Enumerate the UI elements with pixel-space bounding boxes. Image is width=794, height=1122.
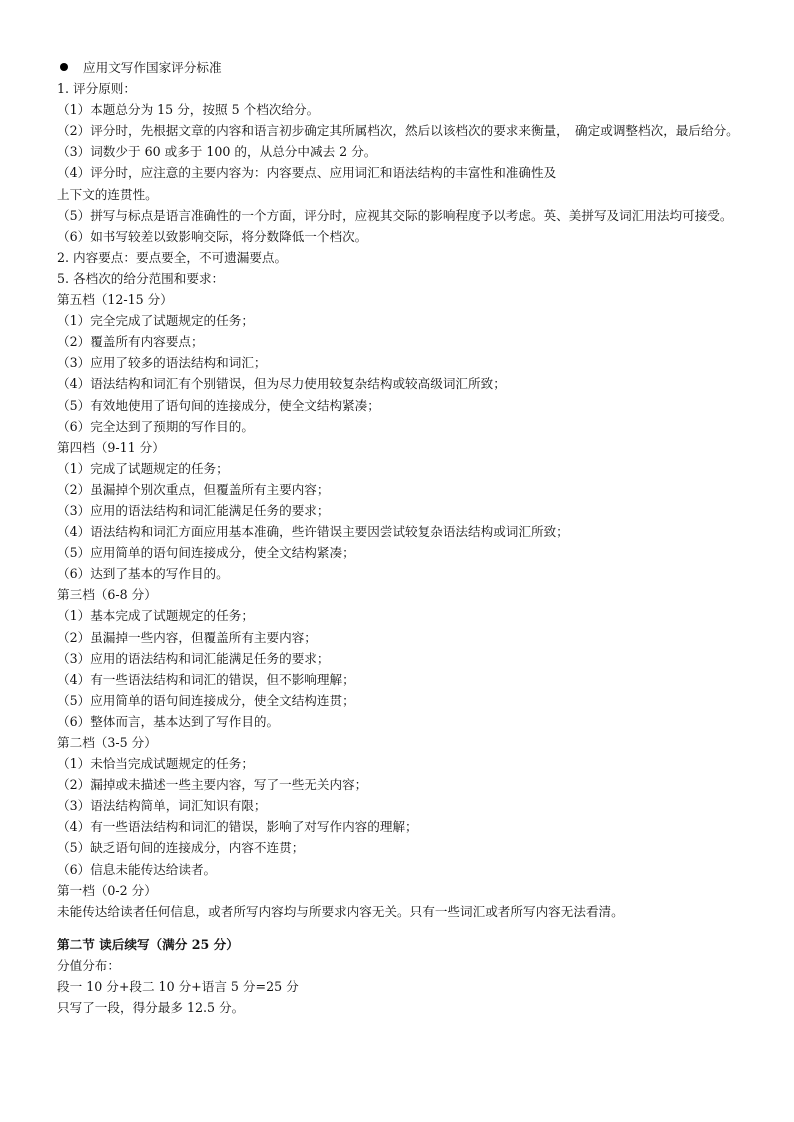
grade-item: （1）完成了试题规定的任务； [57,460,229,476]
grade-heading: 第四档（9-11 分） [57,439,165,455]
grade-item: （3）应用的语法结构和词汇能满足任务的要求； [57,502,330,518]
principle-item: （3）词数少于 60 或多于 100 的，从总分中减去 2 分。 [57,144,377,160]
grade-item: （4）有一些语法结构和词汇的错误，但不影响理解； [57,671,355,687]
bullet-icon [60,63,68,71]
grade-item: （2）虽漏掉个别次重点，但覆盖所有主要内容； [57,481,330,497]
section2-line: 段一 10 分+段二 10 分+语言 5 分=25 分 [57,979,299,995]
grade-item: （2）覆盖所有内容要点； [57,334,204,350]
grade-item: （5）应用简单的语句间连接成分，使全文结构紧凑； [57,545,355,561]
principle-item: （6）如书写较差以致影响交际，将分数降低一个档次。 [57,228,368,244]
grade-item: （1）完全完成了试题规定的任务； [57,313,254,329]
section-heading: 1. 评分原则： [57,81,136,97]
grade-item: （3）应用了较多的语法结构和词汇； [57,355,267,371]
grade-item: （1）基本完成了试题规定的任务； [57,608,254,624]
grade-item: （5）缺乏语句间的连接成分，内容不连贯； [57,840,305,856]
grade-item: （2）虽漏掉一些内容，但覆盖所有主要内容； [57,629,317,645]
doc-title [57,57,747,78]
section-heading: 5. 各档次的给分范围和要求： [57,270,225,286]
section-spacer [57,922,747,934]
principle-item: （1）本题总分为 15 分，按照 5 个档次给分。 [57,102,320,118]
grade-item: （4）语法结构和词汇有个别错误，但为尽力使用较复杂结构或较高级词汇所致； [57,376,506,392]
grade-item: （4）语法结构和词汇方面应用基本准确，些许错误主要因尝试较复杂语法结构或词汇所致； [57,524,569,540]
section2-line: 分值分布： [57,957,120,973]
grade-item: （6）整体而言，基本达到了写作目的。 [57,713,280,729]
grade-item: （3）应用的语法结构和词汇能满足任务的要求； [57,650,330,666]
grade-item: （4）有一些语法结构和词汇的错误，影响了对写作内容的理解； [57,819,418,835]
grade-item: （5）有效地使用了语句间的连接成分，使全文结构紧凑； [57,397,380,413]
grade-item: （5）应用简单的语句间连接成分，使全文结构连贯； [57,692,355,708]
principle-item: （2）评分时，先根据文章的内容和语言初步确定其所属档次，然后以该档次的要求来衡量， 确定或调整档次，最后给分。 [57,123,739,139]
principle-item: 上下文的连贯性。 [57,186,158,202]
section2-heading: 第二节 读后续写（满分 25 分） [57,936,239,952]
principle-item: （5）拼写与标点是语言准确性的一个方面，评分时，应视其交际的影响程度予以考虑。英、美拼写及词汇用法均可接受。 [57,207,733,223]
grade-heading: 第一档（0-2 分） [57,882,157,898]
content-points-line: 2. 内容要点：要点要全，不可遗漏要点。 [57,249,288,265]
grade-heading: 第二档（3-5 分） [57,735,157,750]
document-page [57,57,747,1018]
grade-heading: 第五档（12-15 分） [57,292,173,308]
grade-item: （2）漏掉或未描述一些主要内容，写了一些无关内容； [57,777,368,793]
grade-text: 未能传达给读者任何信息，或者所写内容均与所要求内容无关。只有一些词汇或者所写内容无法看清。 [57,903,624,919]
grade-item: （6）完全达到了预期的写作目的。 [57,418,254,434]
grade-item: （1）未恰当完成试题规定的任务； [57,756,254,772]
principle-item: （4）评分时，应注意的主要内容为：内容要点、应用词汇和语法结构的丰富性和准确性及 [57,165,557,181]
grade-heading: 第三档（6-8 分） [57,587,157,603]
grade-item: （6）信息未能传达给读者。 [57,861,217,877]
grade-item: （3）语法结构简单，词汇知识有限； [57,798,267,814]
grade-item: （6）达到了基本的写作目的。 [57,566,229,582]
doc-title-text: 应用文写作国家评分标准 [83,60,222,75]
section2-line: 只写了一段，得分最多 12.5 分。 [57,1000,245,1016]
